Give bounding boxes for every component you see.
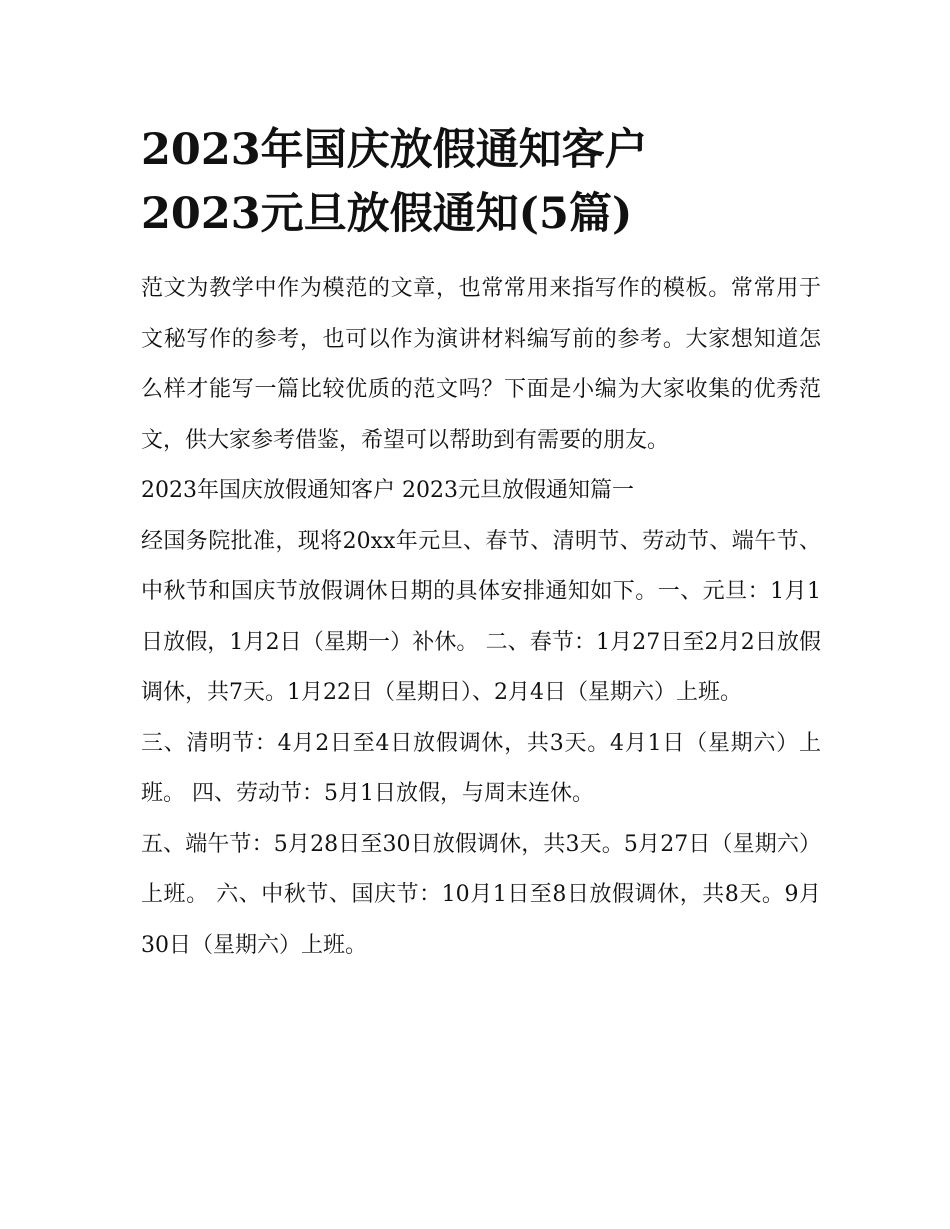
intro-paragraph: 范文为教学中作为模范的文章，也常常用来指写作的模板。常常用于文秘写作的参考，也可以作为演讲材料编写前的参考。大家想知道怎么样才能写一篇比较优质的范文吗？下面是小编为大家收集的优秀范文，供大家参考借鉴，希望可以帮助到有需要的朋友。 <box>141 276 821 453</box>
body-paragraph-3: 五、端午节：5月28日至30日放假调休，共3天。5月27日（星期六）上班。 六、中秋节、国庆节：10月1日至8日放假调休，共8天。9月30日（星期六）上班。 <box>141 831 821 958</box>
body-paragraph-1: 经国务院批准，现将20xx年元旦、春节、清明节、劳动节、端午节、中秋节和国庆节放假调休日期的具体安排通知如下。一、元旦：1月1日放假，1月2日（星期一）补休。 二、春节：1月27日至2月2日放假调休，共7天。1月22日（星期日）、2月4日（星期六）上班。 <box>141 528 821 705</box>
title-line-1: 2023年国庆放假通知客户 <box>141 125 648 175</box>
document-title <box>141 118 821 246</box>
section-heading: 2023年国庆放假通知客户 2023元旦放假通知篇一 <box>141 478 634 503</box>
title-line-2: 2023元旦放假通知(5篇) <box>141 189 633 239</box>
document-page <box>141 118 821 971</box>
body-paragraph-2: 三、清明节：4月2日至4日放假调休，共3天。4月1日（星期六）上班。 四、劳动节：5月1日放假，与周末连休。 <box>141 730 821 806</box>
